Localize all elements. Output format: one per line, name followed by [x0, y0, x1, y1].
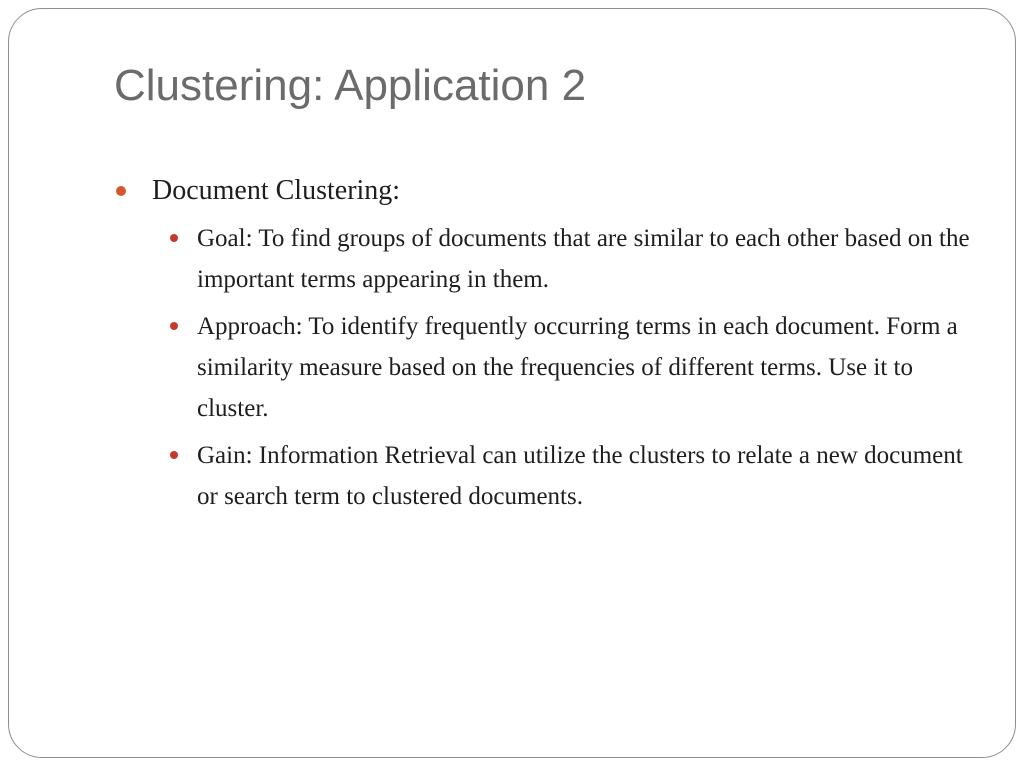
sub-bullet-gain [152, 435, 973, 517]
sub-bullet-text: Approach: To identify frequently occurring terms in each document. Form a similarity measure based on the frequencies of different terms. Use it to cluster. [197, 313, 958, 422]
sub-bullet-text: Gain: Information Retrieval can utilize the clusters to relate a new document or search term to clustered documents. [197, 442, 963, 510]
sub-bullet-dot-icon [170, 234, 178, 242]
sub-bullet-dot-icon [170, 451, 178, 459]
sub-bullet-goal [152, 218, 973, 300]
bullet-dot-icon [116, 186, 126, 196]
bullet-text: Document Clustering: [152, 175, 401, 206]
sub-bullet-dot-icon [170, 322, 178, 330]
sub-bullet-approach [152, 306, 973, 429]
slide-body [113, 172, 973, 523]
slide-frame [8, 8, 1016, 758]
sub-bullet-text: Goal: To find groups of documents that are similar to each other based on the important terms appearing in them. [197, 225, 970, 293]
bullet-item-document-clustering [113, 172, 973, 210]
slide-title: Clustering: Application 2 [114, 61, 587, 110]
sub-bullet-list [152, 218, 973, 517]
